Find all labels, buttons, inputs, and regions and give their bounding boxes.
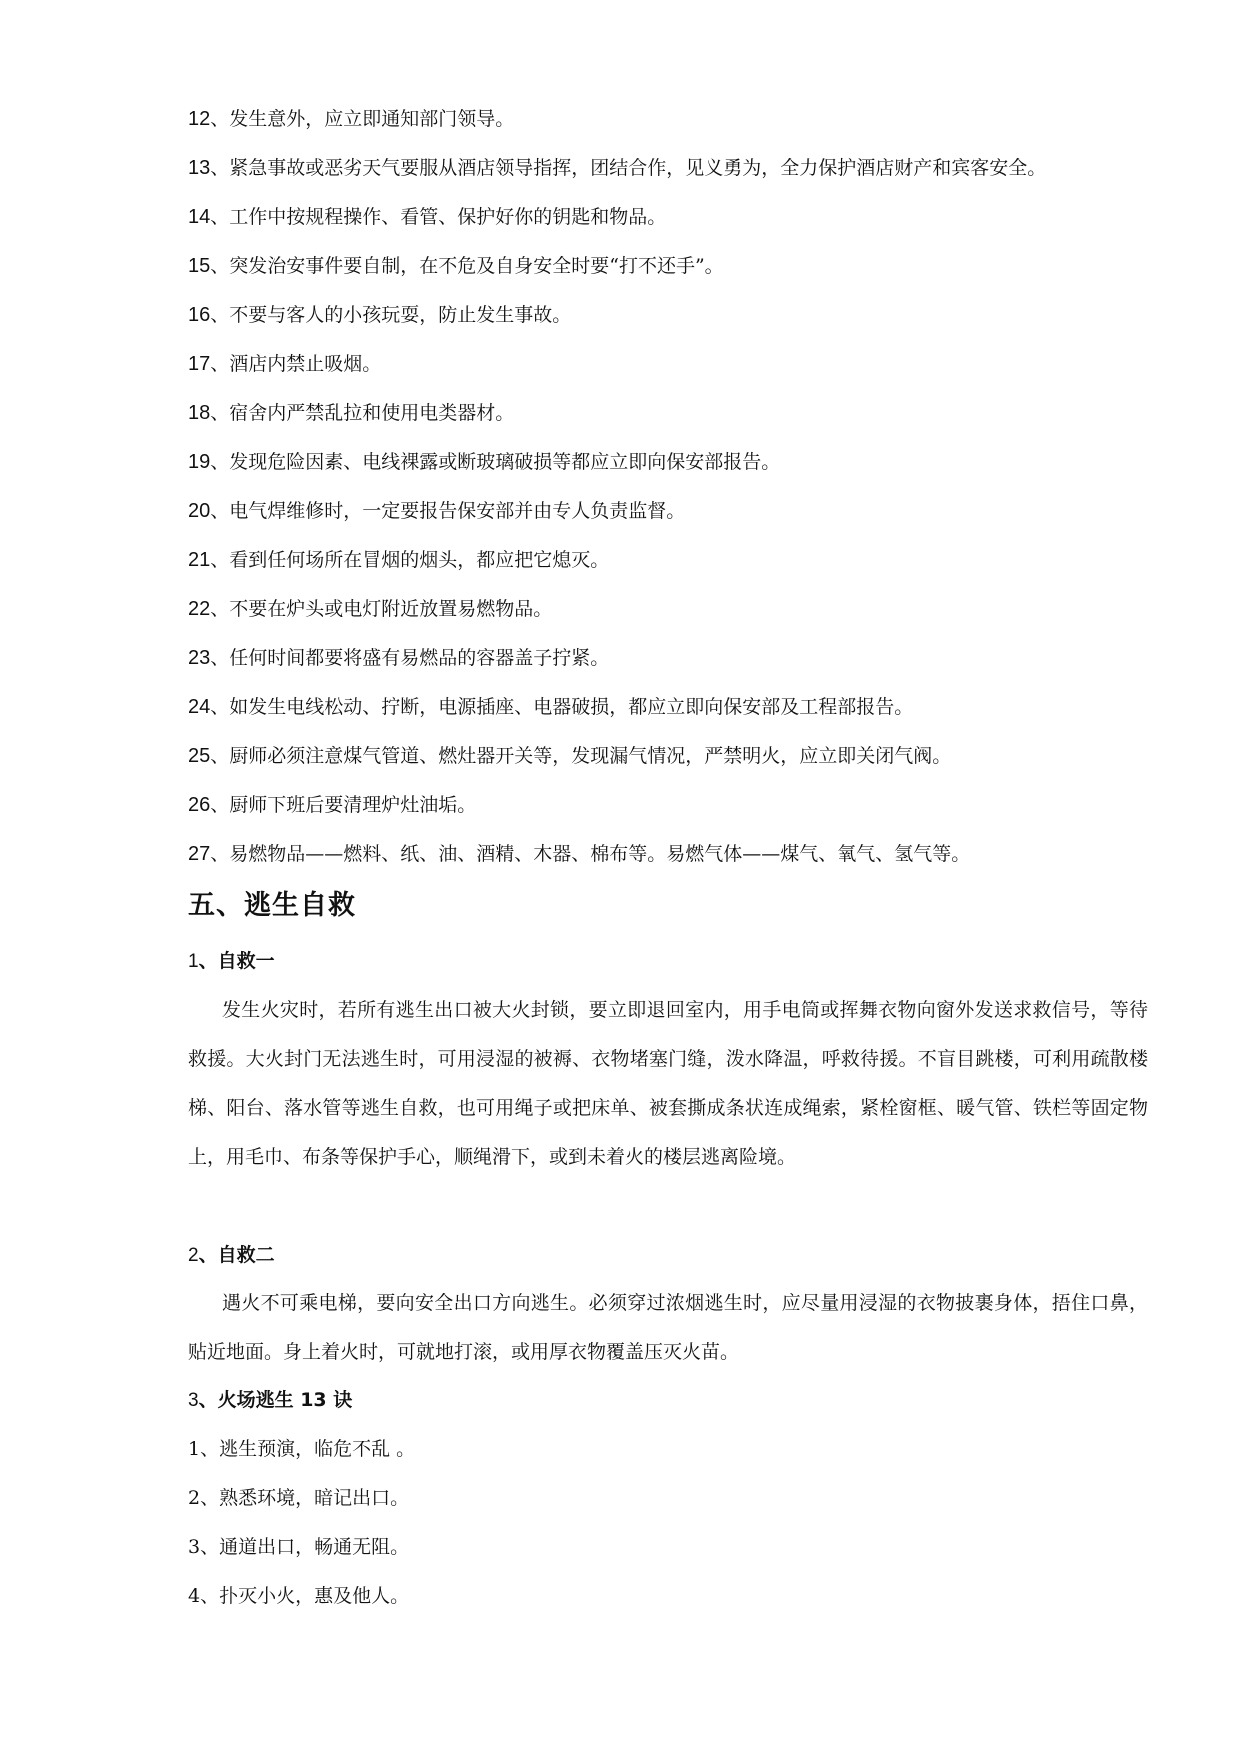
rule-text: 、电气焊维修时，一定要报告保安部并由专人负责监督。	[210, 500, 686, 522]
list-item	[188, 790, 1158, 839]
list-item	[188, 741, 1158, 790]
rule-number: 17	[188, 353, 211, 375]
rule-text: 、厨师必须注意煤气管道、燃灶器开关等，发现漏气情况，严禁明火，应立即关闭气阀。	[210, 745, 952, 767]
list-item	[188, 104, 1158, 153]
subheading-escape-mantras	[188, 1385, 352, 1416]
rule-text: 、宿舍内严禁乱拉和使用电类器材。	[210, 402, 515, 424]
subheading-number: 1	[188, 951, 199, 972]
rule-number: 15	[188, 255, 211, 277]
subheading-number: 2	[188, 1245, 199, 1266]
rule-text: 、发生意外，应立即通知部门领导。	[210, 108, 515, 130]
rule-number: 18	[188, 402, 211, 424]
subheading-text: 、自救一	[198, 950, 275, 972]
rule-number: 24	[188, 696, 211, 718]
list-item	[188, 251, 1158, 300]
rule-text: 、发现危险因素、电线裸露或断玻璃破损等都应立即向保安部报告。	[210, 451, 781, 473]
rule-number: 19	[188, 451, 211, 473]
rule-text: 、任何时间都要将盛有易燃品的容器盖子拧紧。	[210, 647, 610, 669]
list-item	[188, 594, 1158, 643]
list-item	[188, 496, 1158, 545]
rule-number: 20	[188, 500, 211, 522]
subheading-self-rescue-1	[188, 946, 275, 977]
rule-number: 16	[188, 304, 211, 326]
rule-number: 21	[188, 549, 211, 571]
rule-text: 、如发生电线松动、拧断，电源插座、电器破损，都应立即向保安部及工程部报告。	[210, 696, 914, 718]
rule-number: 14	[188, 206, 211, 228]
subheading-self-rescue-2	[188, 1240, 275, 1271]
rule-text: 、酒店内禁止吸烟。	[210, 353, 382, 375]
list-item: 2、熟悉环境，暗记出口。	[188, 1487, 410, 1509]
rule-text: 、不要在炉头或电灯附近放置易燃物品。	[210, 598, 553, 620]
rule-number: 26	[188, 794, 211, 816]
list-item	[188, 349, 1158, 398]
list-item	[188, 643, 1158, 692]
rule-text: 、易燃物品——燃料、纸、油、酒精、木器、棉布等。易燃气体——煤气、氧气、氢气等。	[210, 843, 971, 865]
paragraph-self-rescue-1: 发生火灾时，若所有逃生出口被大火封锁，要立即退回室内，用手电筒或挥舞衣物向窗外发送求救信号，等待救援。大火封门无法逃生时，可用浸湿的被褥、衣物堵塞门缝，泼水降温，呼救待援。不盲目跳楼，可利用疏散楼梯、阳台、落水管等逃生自救，也可用绳子或把床单、被套撕成条状连成绳索，紧栓窗框、暖气管、铁栏等固定物上，用毛巾、布条等保护手心，顺绳滑下，或到未着火的楼层逃离险境。	[188, 999, 1148, 1168]
rule-text: 、不要与客人的小孩玩耍，防止发生事故。	[210, 304, 572, 326]
list-item	[188, 153, 1158, 202]
rule-number: 12	[188, 108, 211, 130]
rule-number: 25	[188, 745, 211, 767]
list-item	[188, 447, 1158, 496]
safety-rules-list	[188, 104, 1158, 888]
rule-text: 、紧急事故或恶劣天气要服从酒店领导指挥，团结合作，见义勇为，全力保护酒店财产和宾客安全。	[210, 157, 1047, 179]
list-item	[188, 398, 1158, 447]
list-item	[188, 692, 1158, 741]
paragraph-self-rescue-2: 遇火不可乘电梯，要向安全出口方向逃生。必须穿过浓烟逃生时，应尽量用浸湿的衣物披裹身体，捂住口鼻，贴近地面。身上着火时，可就地打滚，或用厚衣物覆盖压灭火苗。	[188, 1292, 1148, 1363]
list-item	[188, 545, 1158, 594]
list-item	[188, 839, 1158, 888]
escape-mantra-list	[188, 1434, 415, 1630]
rule-text: 、厨师下班后要清理炉灶油垢。	[210, 794, 477, 816]
subheading-text: 、火场逃生 13 诀	[198, 1389, 353, 1411]
list-item: 1、逃生预演，临危不乱 。	[188, 1438, 416, 1460]
list-item	[188, 202, 1158, 251]
rule-number: 23	[188, 647, 211, 669]
rule-text: 、看到任何场所在冒烟的烟头，都应把它熄灭。	[210, 549, 610, 571]
rule-number: 13	[188, 157, 211, 179]
subheading-number: 3	[188, 1390, 199, 1411]
section-title: 五、逃生自救	[188, 890, 356, 921]
rule-text: 、工作中按规程操作、看管、保护好你的钥匙和物品。	[210, 206, 667, 228]
list-item: 4、扑灭小火，惠及他人。	[188, 1585, 410, 1607]
list-item	[188, 300, 1158, 349]
list-item: 3、通道出口，畅通无阻。	[188, 1536, 410, 1558]
rule-text: 、突发治安事件要自制，在不危及自身安全时要“打不还手”。	[210, 255, 724, 277]
rule-number: 27	[188, 843, 211, 865]
rule-number: 22	[188, 598, 211, 620]
subheading-text: 、自救二	[198, 1244, 275, 1266]
